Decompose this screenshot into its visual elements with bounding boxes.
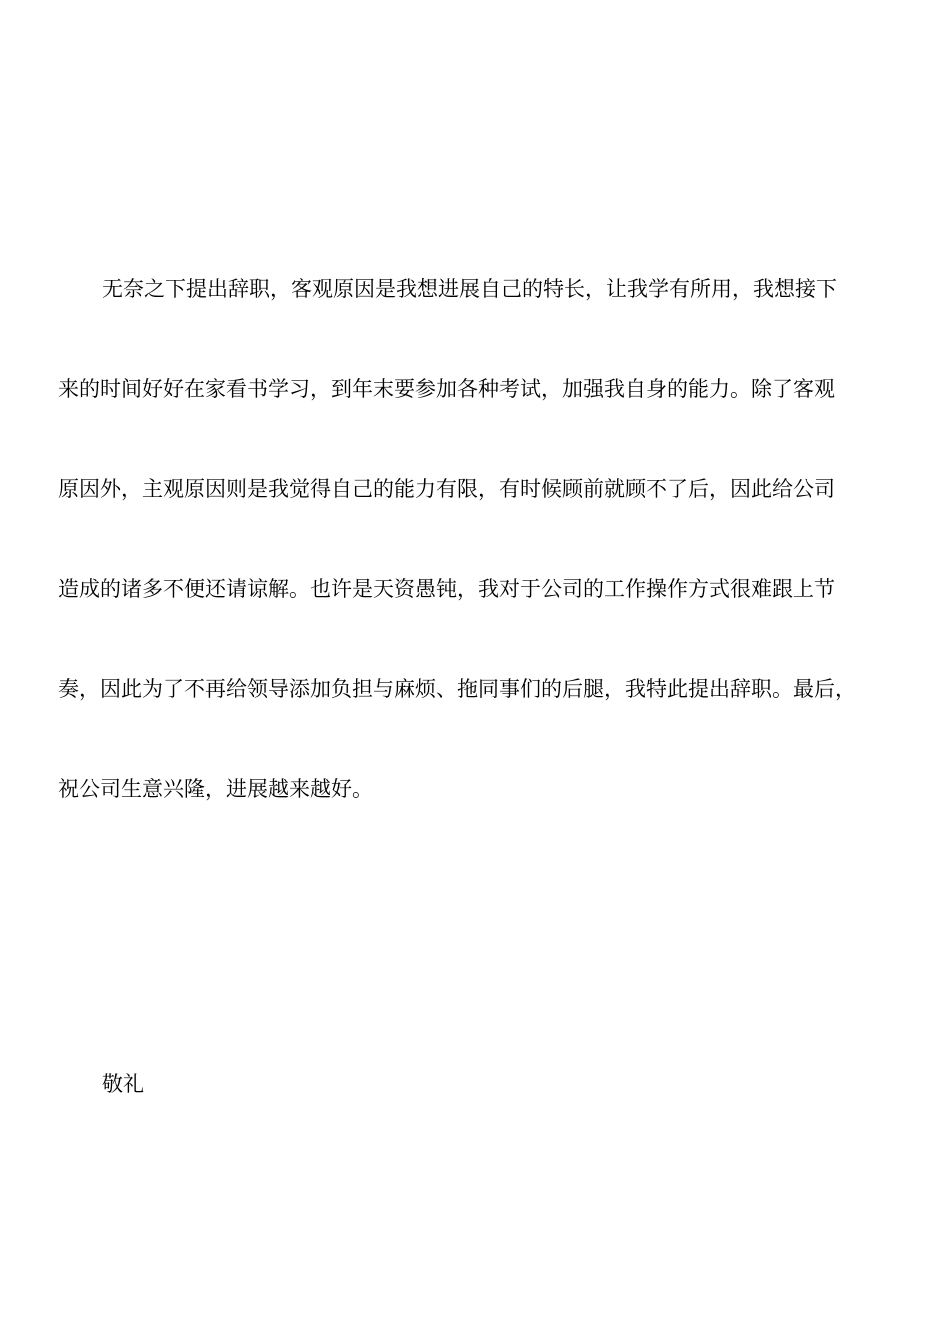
paragraph-line: 无奈之下提出辞职，客观原因是我想进展自己的特长，让我学有所用，我想接下 bbox=[102, 277, 837, 301]
paragraph-line: 造成的诸多不便还请谅解。也许是天资愚钝，我对于公司的工作操作方式很难跟上节 bbox=[58, 577, 835, 601]
closing-salutation: 敬礼 bbox=[102, 1072, 144, 1096]
paragraph-line: 奏，因此为了不再给领导添加负担与麻烦、拖同事们的后腿，我特此提出辞职。最后， bbox=[58, 677, 856, 701]
paragraph-line: 祝公司生意兴隆，进展越来越好。 bbox=[58, 777, 373, 801]
paragraph-line: 来的时间好好在家看书学习，到年末要参加各种考试，加强我自身的能力。除了客观 bbox=[58, 377, 835, 401]
resignation-paragraph bbox=[58, 265, 918, 865]
paragraph-line: 原因外，主观原因则是我觉得自己的能力有限，有时候顾前就顾不了后，因此给公司 bbox=[58, 477, 835, 501]
